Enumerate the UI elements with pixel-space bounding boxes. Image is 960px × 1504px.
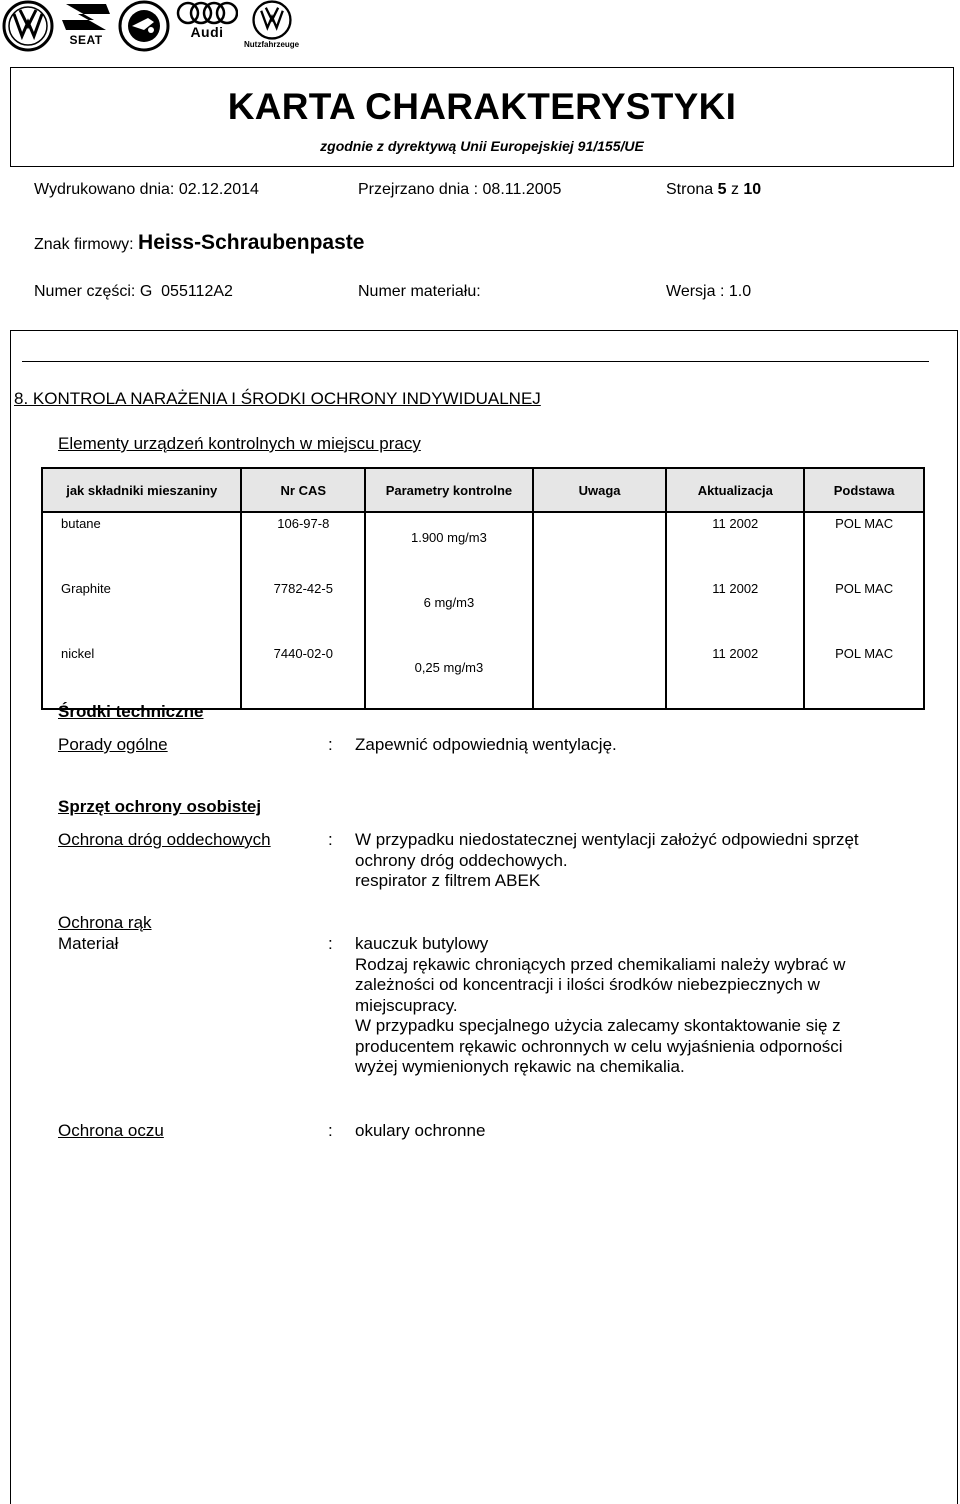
exposure-limits-table <box>41 467 925 710</box>
ppe-title: Sprzęt ochrony osobistej <box>58 797 262 816</box>
reviewed-date-row <box>358 181 561 199</box>
respiratory-protection-label: Ochrona dróg oddechowych <box>58 830 271 849</box>
cell-basis: POL MAC <box>804 643 924 709</box>
col-header-basis: Podstawa <box>804 468 924 512</box>
material-number-label: Numer materiału: <box>358 283 481 300</box>
version-value: 1.0 <box>728 283 752 300</box>
table-header-row <box>42 468 924 512</box>
page-number <box>666 181 761 199</box>
material-colon: : <box>328 934 333 953</box>
hand-line: kauczuk butylowy <box>355 934 489 953</box>
cell-update: 11 2002 <box>666 512 804 578</box>
cell-basis: POL MAC <box>804 512 924 578</box>
document-title-box <box>10 67 954 167</box>
part-label: Numer części: <box>34 283 136 300</box>
cell-component: nickel <box>42 643 241 709</box>
part-number-row <box>34 283 233 301</box>
technical-measures-title: Środki techniczne <box>58 702 204 721</box>
col-header-note: Uwaga <box>533 468 667 512</box>
respiratory-colon: : <box>328 830 333 849</box>
general-advice-value: Zapewnić odpowiednią wentylację. <box>355 735 617 754</box>
page-label: Strona <box>666 181 714 198</box>
page-current: 5 <box>717 181 727 198</box>
brand-logos <box>2 0 299 52</box>
cell-cas: 7782-42-5 <box>241 578 365 643</box>
eye-protection-value: okulary ochronne <box>355 1121 486 1140</box>
reviewed-label: Przejrzano dnia : <box>358 181 479 198</box>
audi-rings-icon <box>176 0 238 26</box>
col-header-component: jak składniki mieszaniny <box>42 468 241 512</box>
hand-line: miejscupracy. <box>355 995 458 1015</box>
trademark-label: Znak firmowy: <box>34 236 134 253</box>
hand-line: zależności od koncentracji i ilości środków niebezpiecznych w <box>355 975 820 994</box>
trademark-row <box>34 231 364 255</box>
section8-title-text: 8. KONTROLA NARAŻENIA I ŚRODKI OCHRONY INDYWIDUALNEJ <box>14 389 541 408</box>
cell-param: 6 mg/m3 <box>365 578 533 643</box>
general-advice-colon: : <box>328 735 333 754</box>
cell-cas: 106-97-8 <box>241 512 365 578</box>
printed-label: Wydrukowano dnia: <box>34 181 175 198</box>
trademark-value: Heiss-Schraubenpaste <box>138 231 365 254</box>
audi-logo <box>176 0 238 38</box>
printed-date: 02.12.2014 <box>178 181 259 198</box>
page-of: z <box>730 181 739 198</box>
audi-wordmark: Audi <box>190 24 224 40</box>
cell-note <box>533 578 667 643</box>
hand-line: producentem rękawic ochronnych w celu wyjaśnienia odporności <box>355 1036 843 1056</box>
part-value: G 055112A2 <box>139 283 233 300</box>
printed-date-row <box>34 181 259 199</box>
hand-line: wyżej wymienionych rękawic na chemikalia. <box>355 1057 685 1076</box>
cell-param: 0,25 mg/m3 <box>365 643 533 709</box>
resp-line: ochrony dróg oddechowych. <box>355 850 568 870</box>
seat-logo <box>60 0 112 46</box>
section8-title <box>14 389 541 409</box>
material-number-row <box>358 283 481 301</box>
nutzfahrzeuge-wordmark: Nutzfahrzeuge <box>244 40 300 49</box>
version-label: Wersja : <box>666 283 725 300</box>
seat-wordmark: SEAT <box>69 33 103 47</box>
cell-component: butane <box>42 512 241 578</box>
vw-commercial-icon <box>252 0 292 40</box>
resp-line: respirator z filtrem ABEK <box>355 871 541 890</box>
workplace-controls-title: Elementy urządzeń kontrolnych w miejscu pracy <box>58 434 421 453</box>
col-header-update: Aktualizacja <box>666 468 804 512</box>
table-row <box>42 512 924 578</box>
general-advice-label: Porady ogólne <box>58 735 168 754</box>
reviewed-date: 08.11.2005 <box>482 181 562 198</box>
cell-param: 1.900 mg/m3 <box>365 512 533 578</box>
hand-line: Rodzaj rękawic chroniących przed chemikaliami należy wybrać w <box>355 954 846 974</box>
skoda-logo <box>118 0 170 52</box>
hand-protection-text <box>355 934 935 1078</box>
cell-update: 11 2002 <box>666 578 804 643</box>
eye-protection-label: Ochrona oczu <box>58 1121 164 1140</box>
table-row <box>42 578 924 643</box>
document-title: KARTA CHARAKTERYSTYKI <box>227 86 737 127</box>
col-header-params: Parametry kontrolne <box>365 468 533 512</box>
page-total: 10 <box>743 181 762 198</box>
seat-icon <box>60 0 112 34</box>
vw-nutzfahrzeuge-logo <box>244 0 299 49</box>
version-row <box>666 283 751 301</box>
cell-update: 11 2002 <box>666 643 804 709</box>
vw-icon <box>2 0 54 52</box>
col-header-cas: Nr CAS <box>241 468 365 512</box>
hand-line: W przypadku specjalnego użycia zalecamy skontaktowanie się z <box>355 1016 841 1035</box>
cell-component: Graphite <box>42 578 241 643</box>
material-label: Materiał <box>58 934 119 953</box>
table-row <box>42 643 924 709</box>
respiratory-protection-text <box>355 830 935 892</box>
cell-basis: POL MAC <box>804 578 924 643</box>
resp-line: W przypadku niedostatecznej wentylacji założyć odpowiedni sprzęt <box>355 830 859 849</box>
cell-cas: 7440-02-0 <box>241 643 365 709</box>
skoda-icon <box>118 0 170 52</box>
cell-note <box>533 643 667 709</box>
vw-logo <box>2 0 54 52</box>
cell-note <box>533 512 667 578</box>
document-subtitle: zgodnie z dyrektywą Unii Europejskiej 91/155/UE <box>320 138 644 154</box>
hand-protection-label: Ochrona rąk <box>58 913 152 932</box>
section-divider <box>22 361 929 362</box>
eye-colon: : <box>328 1121 333 1140</box>
